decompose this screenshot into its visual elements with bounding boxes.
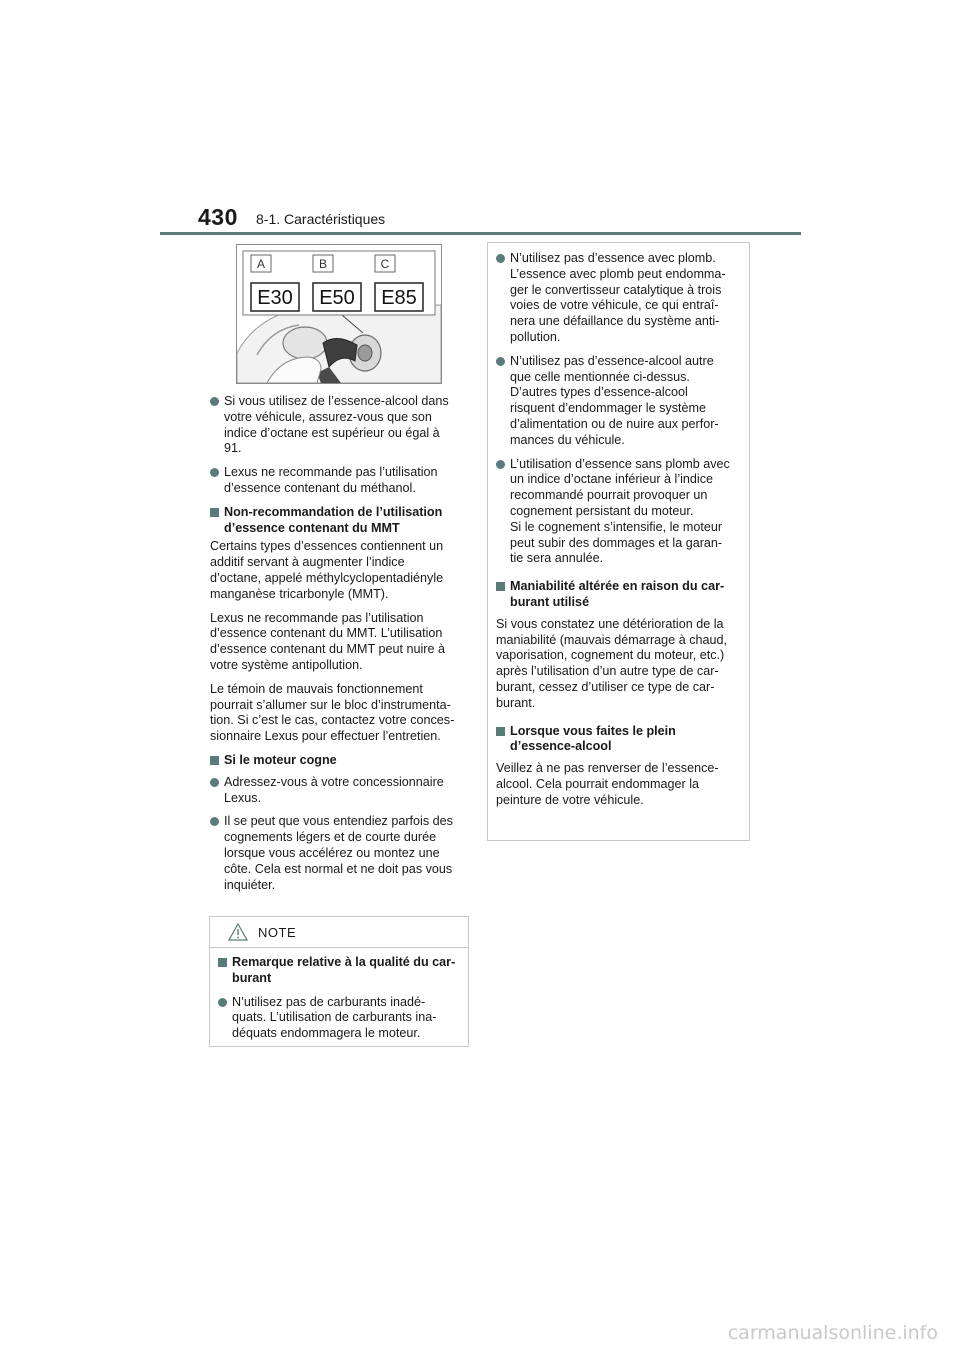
fuel-code-e50: E50 (319, 287, 355, 309)
heading-square-icon (496, 582, 505, 591)
bullet-octane: Si vous utilisez de l’essence-alcool dans votre véhicule, assurez-vous que son indice d’octane est supérieur ou égal à 91. (210, 394, 472, 457)
bullet-methanol: Lexus ne recommande pas l’utilisation d’essence contenant du méthanol. (210, 465, 472, 497)
bullet-dot-icon (218, 998, 227, 1007)
bullet-dot-icon (210, 817, 219, 826)
fuel-label-figure (236, 244, 442, 384)
bullet-dot-icon (496, 357, 505, 366)
heading-square-icon (218, 958, 227, 967)
left-column (210, 394, 472, 901)
bullet-knock-normal: Il se peut que vous entendiez parfois des cognements légers et de courte durée lorsque vous accélérez ou montez une côte. Cela est normal et ne doit pas vous inquiéter. (210, 814, 472, 893)
note-heading: Remarque relative à la qualité du car- burant (218, 955, 464, 987)
page-number: 430 (198, 204, 238, 230)
warning-triangle-icon (228, 923, 248, 946)
right-column-box (487, 242, 750, 841)
figure-label-c: C (380, 257, 390, 271)
note-body (218, 955, 464, 1050)
bullet-dealer: Adressez-vous à votre concessionnaire Lexus. (210, 775, 472, 807)
bullet-dot-icon (210, 397, 219, 406)
bullet-dot-icon (496, 460, 505, 469)
bullet-dot-icon (210, 778, 219, 787)
section-title: 8-1. Caractéristiques (256, 211, 386, 227)
figure-label-a: A (256, 257, 266, 271)
heading-mmt: Non-recommandation de l’utilisation d’essence contenant du MMT (210, 505, 472, 537)
heading-square-icon (210, 756, 219, 765)
paragraph-warning-light: Le témoin de mauvais fonctionnement pourrait s’allumer sur le bloc d’instrumenta- tion. Si c’est le cas, contactez votre conces- sionnaire Lexus pour effectuer l’entretien. (210, 681, 455, 744)
heading-engine-knock: Si le moteur cogne (210, 753, 472, 769)
watermark: carmanualsonline.info (727, 1322, 938, 1344)
heading-driveability: Maniabilité altérée en raison du car- burant utilisé (496, 579, 744, 611)
heading-square-icon (210, 508, 219, 517)
note-bullet: N’utilisez pas de carburants inadé- quats. L’utilisation de carburants ina- déquats endommagera le moteur. (218, 995, 464, 1042)
bullet-dot-icon (496, 254, 505, 263)
bullet-dot-icon (210, 468, 219, 477)
note-header (210, 917, 468, 948)
paragraph-refueling-alcohol: Veillez à ne pas renverser de l’essence- alcool. Cela pourrait endommager la peinture de votre véhicule. (496, 761, 719, 807)
heading-refueling-alcohol: Lorsque vous faites le plein d’essence-alcool (496, 724, 744, 756)
bullet-low-octane: L’utilisation d’essence sans plomb avec un indice d’octane inférieur à l’indice recommandé pourrait provoquer un cognement persistant du moteur. Si le cognement s’intensifie, le moteur peut subir des dommages et la garan- tie sera annulée. (496, 457, 744, 568)
heading-square-icon (496, 727, 505, 736)
figure-label-b: B (318, 257, 328, 271)
paragraph-mmt-recommendation: Lexus ne recommande pas l’utilisation d’essence contenant du MMT. L’utilisation d’essence contenant du MMT peut nuire à votre système antipollution. (210, 610, 445, 672)
fuel-code-e30: E30 (257, 287, 293, 309)
fuel-code-e85: E85 (381, 287, 417, 309)
right-column (496, 251, 744, 817)
bullet-other-alcohol-fuel: N’utilisez pas d’essence-alcool autre que celle mentionnée ci-dessus. D’autres types d’essence-alcool risquent d’endommager le système d’alimentation ou de nuire aux perfor- mances du véhicule. (496, 354, 744, 449)
note-box (209, 916, 469, 1047)
bullet-leaded-fuel: N’utilisez pas d’essence avec plomb. L’essence avec plomb peut endomma- ger le convertisseur catalytique à trois voies de votre véhicule, ce qui entraî- nera une défaillance du système anti- pollution. (496, 251, 744, 346)
header-rule (160, 232, 801, 235)
note-title: NOTE (258, 925, 297, 940)
paragraph-driveability: Si vous constatez une détérioration de la maniabilité (mauvais démarrage à chaud, vaporisation, cognement du moteur, etc.) après l’utilisation d’un autre type de car- burant, cessez d’utiliser ce type de car- burant. (496, 616, 728, 710)
paragraph-mmt-additive: Certains types d’essences contiennent un additif servant à augmenter l’indice d’octane, appelé méthylcyclopentadiényle manganèse tricarbonyle (MMT). (210, 539, 444, 601)
